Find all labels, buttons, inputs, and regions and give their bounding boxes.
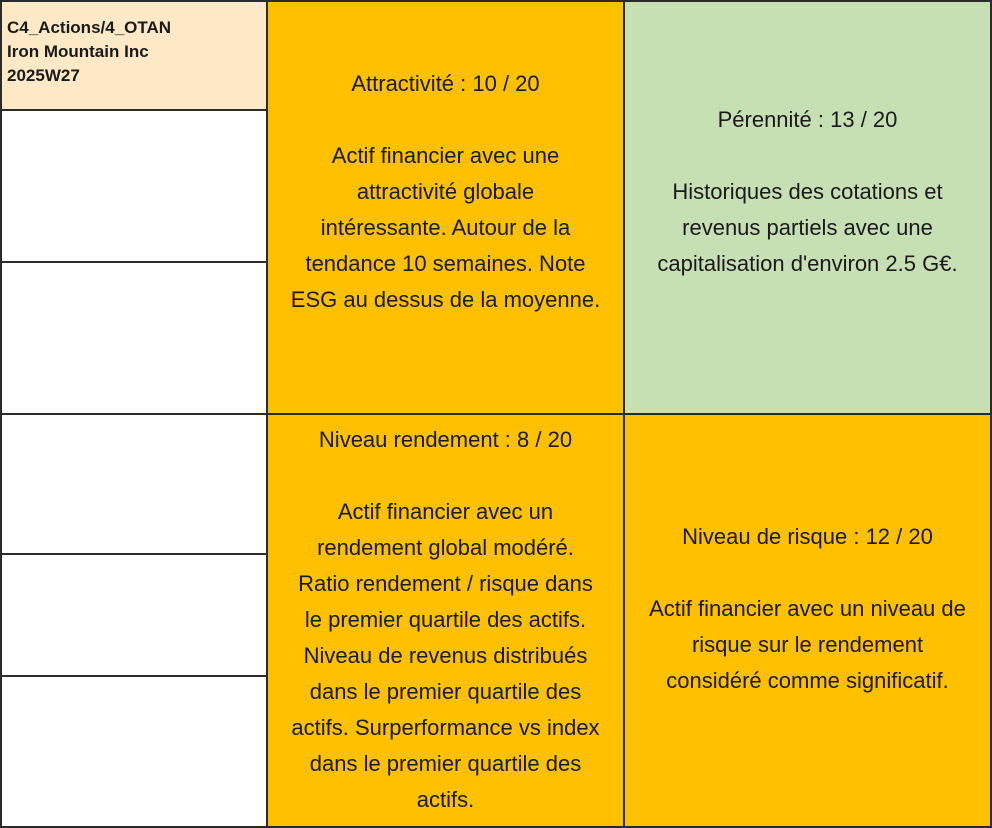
perennite-line: Historiques des cotations et [672,178,943,204]
risque-title: Niveau de risque : 12 / 20 [682,523,933,549]
rendement-line: dans le premier quartile des [309,751,582,776]
header-cell [0,0,268,111]
header-company: Iron Mountain Inc [7,42,149,61]
attractivite-title: Attractivité : 10 / 20 [351,70,540,96]
perennite-title: Pérennité : 13 / 20 [717,106,898,132]
risque-block [623,413,992,828]
risque-line: considéré comme significatif. [666,667,949,693]
attractivite-line: ESG au dessus de la moyenne. [290,286,601,312]
empty-cell-4 [0,553,268,677]
rendement-line: Ratio rendement / risque dans [298,571,593,596]
header-path: C4_Actions/4_OTAN [7,18,172,37]
risque-line: Actif financier avec un niveau de [649,595,966,621]
empty-cell-1 [0,109,268,263]
empty-cell-5 [0,675,268,828]
rendement-line: le premier quartile des actifs. [304,607,587,632]
attractivite-line: Actif financier avec une [331,142,560,168]
perennite-block [623,0,992,415]
rendement-line: Actif financier avec un [337,499,554,524]
perennite-line: capitalisation d'environ 2.5 G€. [657,250,958,276]
perennite-line: revenus partiels avec une [682,214,933,240]
rendement-line: dans le premier quartile des [309,679,582,704]
rendement-title: Niveau rendement : 8 / 20 [318,427,573,452]
rendement-line: Niveau de revenus distribués [303,643,588,668]
attractivite-line: tendance 10 semaines. Note [305,250,586,276]
attractivite-line: intéressante. Autour de la [320,214,571,240]
rendement-line: rendement global modéré. [317,535,574,560]
empty-cell-3 [0,413,268,555]
rendement-line: actifs. Surperformance vs index [291,715,600,740]
attractivite-block [266,0,625,415]
rendement-block [266,413,625,828]
attractivite-line: attractivité globale [356,178,535,204]
rendement-line: actifs. [416,787,475,812]
header-week: 2025W27 [7,66,80,85]
empty-cell-2 [0,261,268,415]
risque-line: risque sur le rendement [691,631,924,657]
